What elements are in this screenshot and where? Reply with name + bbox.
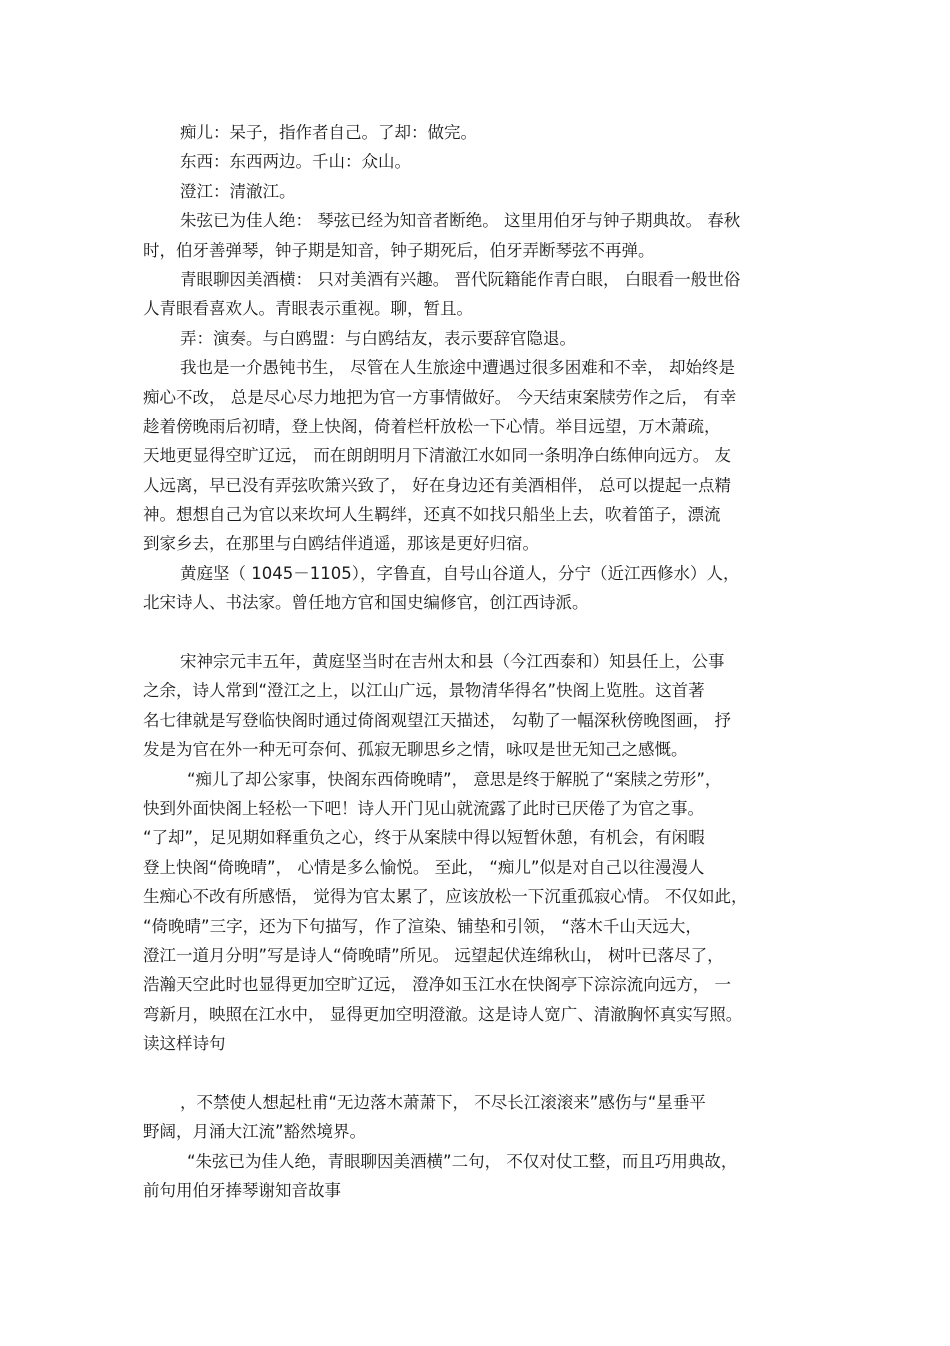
- text-line: 读这样诗句: [143, 1034, 226, 1054]
- text-line: 名七律就是写登临快阁时通过倚阁观望江天描述， 勾勒了一幅深秋傍晚图画， 抒: [143, 710, 731, 730]
- document-body: [143, 118, 808, 1205]
- text-line: 痴心不改， 总是尽心尽力地把为官一方事情做好。 今天结束案牍劳作之后， 有幸: [143, 387, 737, 407]
- text-line: “痴儿了却公家事，快阁东西倚晚晴”， 意思是终于解脱了“案牍之劳形”，: [187, 769, 722, 789]
- text-line: 到家乡去，在那里与白鸥结伴逍遥，那该是更好归宿。: [143, 534, 539, 554]
- text-line: 发是为官在外一种无可奈何、孤寂无聊思乡之情，咏叹是世无知己之感慨。: [143, 740, 688, 760]
- text-line: 澄江一道月分明”写是诗人“倚晚晴”所见。 远望起伏连绵秋山， 树叶已落尽了，: [143, 945, 724, 965]
- text-line: 生痴心不改有所感悟， 觉得为官太累了，应该放松一下沉重孤寂心情。 不仅如此，: [143, 887, 748, 907]
- text-line: “了却”，足见期如释重负之心，终于从案牍中得以短暂休憩，有机会，有闲暇: [143, 828, 705, 848]
- text-line: 前句用伯牙捧琴谢知音故事: [143, 1181, 341, 1201]
- text-line: 快到外面快阁上轻松一下吧！诗人开门见山就流露了此时已厌倦了为官之事。: [143, 798, 704, 818]
- text-line: 我也是一介愚钝书生， 尽管在人生旅途中遭遇过很多困难和不幸， 却始终是: [180, 358, 735, 378]
- text-line: 北宋诗人、书法家。曾任地方官和国史编修官，创江西诗派。: [143, 593, 589, 613]
- text-line: 青眼聊因美酒横： 只对美酒有兴趣。 晋代阮籍能作青白眼， 白眼看一般世俗: [180, 269, 741, 289]
- text-line: 浩瀚天空此时也显得更加空旷辽远， 澄净如玉江水在快阁亭下淙淙流向远方， 一: [143, 975, 731, 995]
- text-line: ，不禁使人想起杜甫“无边落木萧萧下， 不尽长江滚滚来”感伤与“星垂平: [180, 1092, 706, 1112]
- text-line: 宋神宗元丰五年，黄庭坚当时在吉州太和县（今江西泰和）知县任上，公事: [180, 652, 725, 672]
- text-line: 神。想想自己为官以来坎坷人生羁绊，还真不如找只船坐上去，吹着笛子，漂流: [143, 505, 721, 525]
- text-line: 人青眼看喜欢人。青眼表示重视。聊，暂且。: [143, 299, 473, 319]
- text-line: 趁着傍晚雨后初晴，登上快阁，倚着栏杆放松一下心情。举目远望，万木萧疏，: [143, 416, 721, 436]
- paragraph-gap: [143, 618, 808, 647]
- text-line: 痴儿：呆子，指作者自己。了却：做完。: [180, 123, 477, 142]
- text-line: “朱弦已为佳人绝，青眼聊因美酒横”二句， 不仅对仗工整，而且巧用典故，: [187, 1151, 738, 1171]
- text-line: 天地更显得空旷辽远， 而在朗朗明月下清澈江水如同一条明净白练伸向远方。 友: [143, 446, 731, 466]
- text-line: 野阔，月涌大江流”豁然境界。: [143, 1122, 367, 1142]
- text-line: 之余，诗人常到“澄江之上，以江山广远，景物清华得名”快阁上览胜。这首著: [143, 681, 705, 701]
- text-line: 朱弦已为佳人绝： 琴弦已经为知音者断绝。 这里用伯牙与钟子期典故。 春秋: [180, 211, 741, 231]
- text-line: 弄：演奏。与白鸥盟：与白鸥结友，表示要辞官隐退。: [180, 328, 576, 348]
- text-line: 黄庭坚（ 1045－1105），字鲁直，自号山谷道人，分宁（近江西修水）人，: [180, 563, 740, 583]
- text-line: 东西：东西两边。千山：众山。: [180, 152, 411, 172]
- paragraph-gap: [143, 1059, 808, 1088]
- text-line: 弯新月，映照在江水中， 显得更加空明澄澈。这是诗人宽广、清澈胸怀真实写照。: [143, 1004, 743, 1024]
- text-line: 时，伯牙善弹琴，钟子期是知音，钟子期死后，伯牙弄断琴弦不再弹。: [143, 240, 655, 260]
- text-line: 澄江：清澈江。: [180, 181, 296, 201]
- text-line: 人远离，早已没有弄弦吹箫兴致了， 好在身边还有美酒相伴， 总可以提起一点精: [143, 475, 731, 495]
- text-line: “倚晚晴”三字，还为下句描写，作了渲染、铺垫和引领， “落木千山天远大，: [143, 916, 702, 936]
- text-line: 登上快阁“倚晚晴”， 心情是多么愉悦。 至此， “痴儿”似是对自己以往漫漫人: [143, 857, 705, 877]
